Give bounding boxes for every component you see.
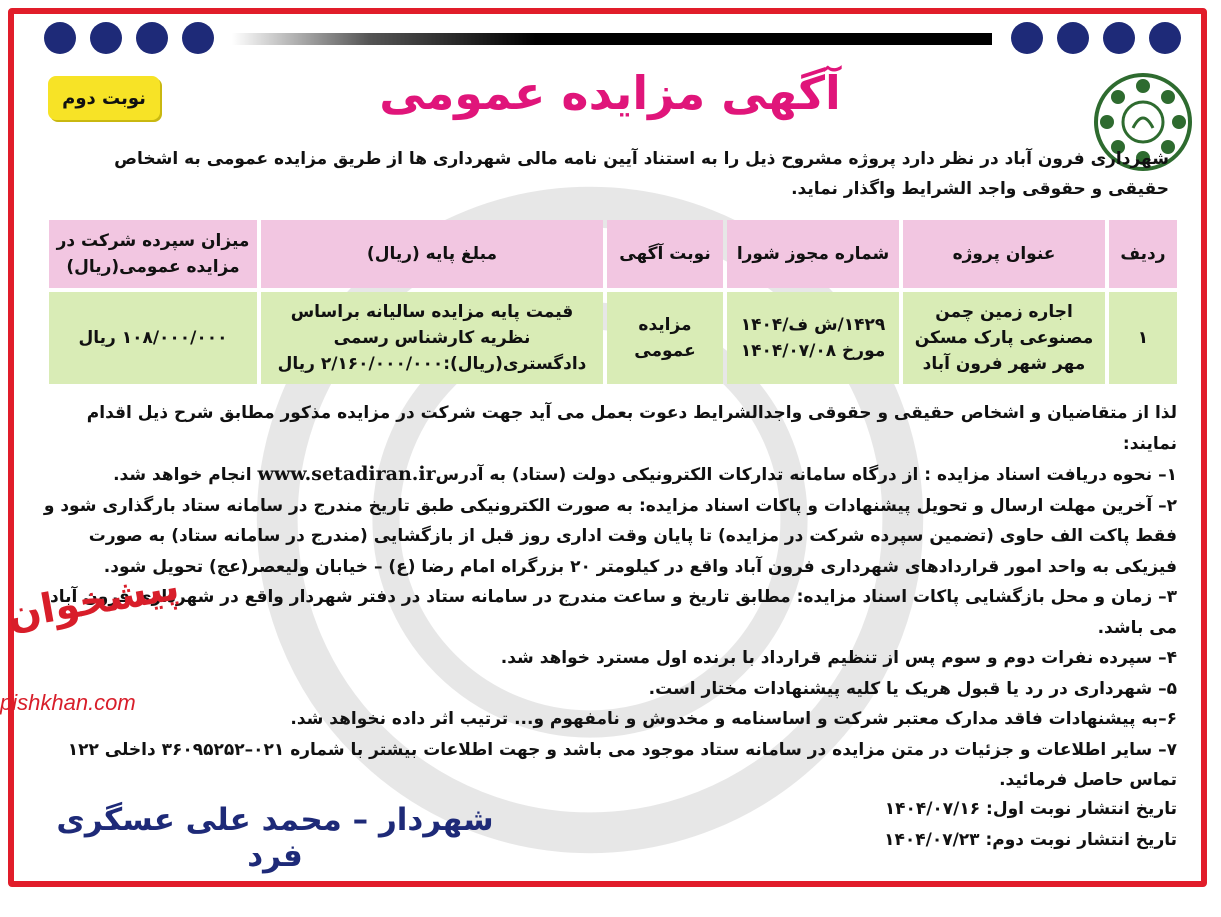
round-badge: نوبت دوم: [48, 76, 160, 120]
term-item-1: [43, 459, 1177, 491]
cell-row-number: ۱: [1109, 292, 1177, 384]
term-item-1-end: انجام خواهد شد.: [113, 465, 258, 485]
watermark-fa: پیشخوان: [3, 563, 183, 639]
table-row: [49, 292, 1177, 384]
cell-project: اجاره زمین چمن مصنوعی پارک مسکن مهر شهر فرون آباد: [903, 292, 1105, 384]
cell-deposit: ۱۰۸/۰۰۰/۰۰۰ ریال: [49, 292, 257, 384]
first-publication-date: تاریخ انتشار نوبت اول: ۱۴۰۴/۰۷/۱۶: [884, 799, 1177, 819]
watermark-en: pishkhan.com: [0, 690, 136, 715]
term-item-4: ۴– سپرده نفرات دوم و سوم پس از تنظیم قرارداد با برنده اول مسترد خواهد شد.: [500, 648, 1177, 668]
header-round: نوبت آگهی: [607, 220, 723, 288]
terms-list: [43, 398, 1177, 796]
second-publication-date: تاریخ انتشار نوبت دوم: ۱۴۰۴/۰۷/۲۳: [884, 830, 1177, 850]
cell-round: مزایده عمومی: [607, 292, 723, 384]
pishkhan-watermark: [0, 563, 183, 728]
header-project: عنوان پروژه: [903, 220, 1105, 288]
term-item-5: ۵– شهرداری در رد یا قبول هریک یا کلیه پیشنهادات مختار است.: [648, 678, 1177, 699]
auction-table: [45, 216, 1181, 388]
cell-council: ۱۴۲۹/ش ف/۱۴۰۴ مورخ ۱۴۰۴/۰۷/۰۸: [727, 292, 899, 384]
header-base-price: مبلغ پایه (ریال): [261, 220, 603, 288]
intro-paragraph: شهرداری فرون آباد در نظر دارد پروژه مشروح ذیل را به استناد آیین نامه مالی شهرداری ها از طریق مزایده عمومی به اشخاص حقیقی و حقوقی واجد الشرایط واگذار نماید.: [114, 149, 1169, 199]
header-council: شماره مجوز شورا: [727, 220, 899, 288]
term-item-2: ۲– آخرین مهلت ارسال و تحویل پیشنهادات و پاکات اسناد مزایده: به صورت الکترونیکی طبق تاریخ مندرج در سامانه ستاد بارگذاری شود و فقط پاکت الف حاوی (تضمین سپرده شرکت در مزایده) تا پایان وقت اداری روز قبل از بازگشایی (مندرج در سامانه ستاد) به صورت فیزیکی به واحد امور قراردادهای شهرداری فرون آباد واقع در کیلومتر ۲۰ بزرگراه امام رضا (ع) – خیابان ولیعصر(عج) تحویل شود.: [43, 495, 1177, 577]
decorative-bar: [232, 33, 992, 45]
header-row-number: ردیف: [1109, 220, 1177, 288]
setadiran-link[interactable]: www.setadiran.ir: [257, 463, 436, 485]
terms-lead: لذا از متقاضیان و اشخاص حقیقی و حقوقی واجدالشرایط دعوت بعمل می آید جهت شرکت در مزایده مذکور مطابق شرح ذیل اقدام نمایند:: [86, 403, 1177, 454]
table-header-row: [49, 220, 1177, 288]
cell-base-price: قیمت پایه مزایده سالیانه براساس نظریه کارشناس رسمی دادگستری(ریال):۲/۱۶۰/۰۰۰/۰۰۰ ریال: [261, 292, 603, 384]
term-item-6: ۶–به پیشنهادات فاقد مدارک معتبر شرکت و اساسنامه و مخدوش و نامفهوم و... ترتیب اثر داده نخواهد شد.: [290, 709, 1177, 729]
term-item-7: ۷– سایر اطلاعات و جزئیات در متن مزایده در سامانه ستاد موجود می باشد و جهت اطلاعات بیشتر با شماره ۰۲۱–۳۶۰۹۵۲۵۲ داخلی ۱۲۲ تماس حاصل فرمائید.: [67, 739, 1177, 790]
decorative-dots-right: [1011, 22, 1181, 54]
page-title: آگهی مزایده عمومی: [379, 66, 841, 120]
decorative-dots-left: [44, 22, 214, 54]
term-item-3: ۳– زمان و محل بازگشایی پاکات اسناد مزایده: مطابق تاریخ و ساعت مندرج در سامانه ستاد در دفتر شهردار واقع در شهرداری فرون آباد می باشد.: [50, 587, 1177, 638]
mayor-signature: شهردار – محمد علی عسگری فرد: [56, 802, 494, 874]
header-deposit: میزان سپرده شرکت در مزایده عمومی(ریال): [49, 220, 257, 288]
publication-dates: [884, 794, 1177, 856]
term-item-1-text: ۱– نحوه دریافت اسناد مزایده : از درگاه سامانه تدارکات الکترونیکی دولت (ستاد) به آدرس: [435, 465, 1177, 485]
